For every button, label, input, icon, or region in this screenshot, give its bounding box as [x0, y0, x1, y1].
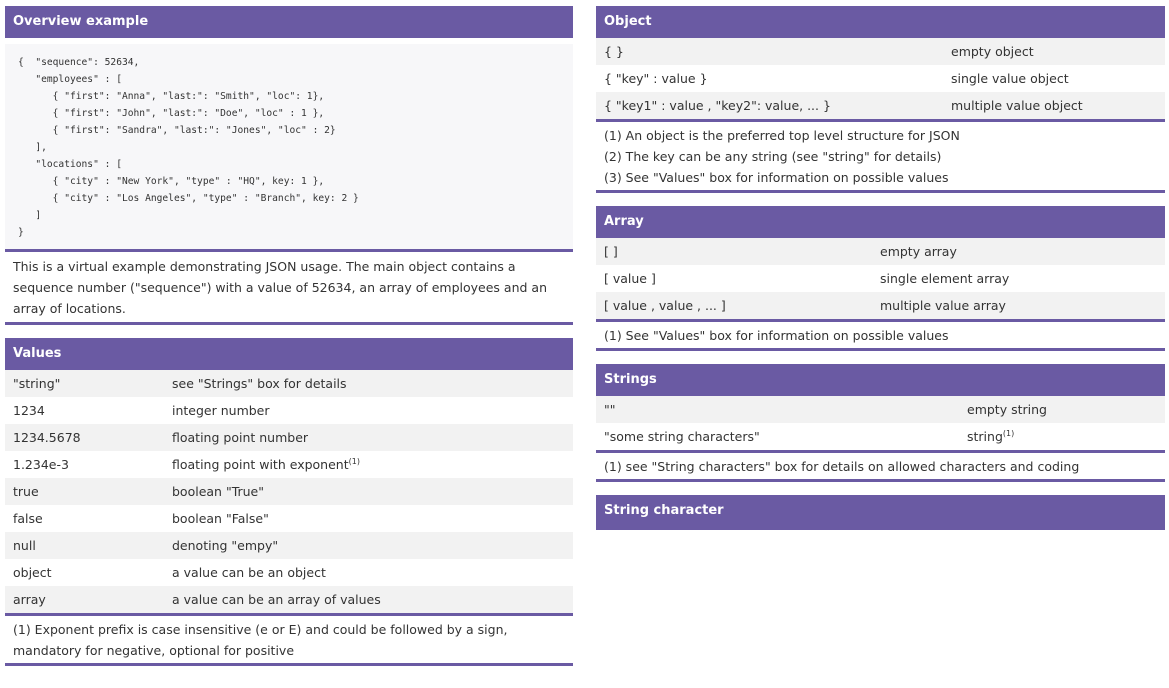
table-row [5, 586, 573, 613]
string-desc: empty string [967, 402, 1047, 417]
object-header: Object [596, 6, 1165, 38]
strings-header: Strings [596, 364, 1165, 396]
footnote: (1) An object is the preferred top level structure for JSON [604, 128, 960, 143]
array-term: [ value ] [604, 271, 656, 286]
string-term: "" [604, 402, 616, 417]
box-bottom-line [596, 190, 1165, 193]
value-term: true [13, 484, 39, 499]
value-term: array [13, 592, 46, 607]
box-bottom-line [5, 663, 573, 666]
value-desc: integer number [172, 403, 270, 418]
code-line: { "first": "John", "last:": "Doe", "loc" : 1 }, [18, 108, 325, 119]
values-notes [5, 616, 573, 663]
value-term: false [13, 511, 43, 526]
table-row [5, 397, 573, 424]
table-row [5, 559, 573, 586]
code-line: ] [18, 210, 42, 221]
value-desc-with-footnote [172, 457, 360, 472]
array-desc: single element array [880, 271, 1010, 286]
code-line: { "sequence": 52634, [18, 57, 140, 68]
values-header: Values [5, 338, 573, 370]
code-line: } [18, 227, 24, 238]
object-term: { "key" : value } [604, 71, 708, 86]
table-row [596, 265, 1165, 292]
value-term: object [13, 565, 52, 580]
string-desc-with-footnote [967, 429, 1014, 444]
footnote: (2) The key can be any string (see "string" for details) [604, 149, 942, 164]
code-line: "locations" : [ [18, 159, 122, 170]
value-desc: see "Strings" box for details [172, 376, 347, 391]
value-term: 1.234e-3 [13, 457, 69, 472]
table-row [5, 478, 573, 505]
table-row [5, 424, 573, 451]
code-line: { "first": "Sandra", "last:": "Jones", "loc" : 2} [18, 125, 336, 136]
table-row [5, 505, 573, 532]
object-term: { } [604, 44, 624, 59]
values-box [5, 338, 573, 666]
value-desc: boolean "False" [172, 511, 269, 526]
value-term: null [13, 538, 36, 553]
table-row [5, 532, 573, 559]
json-code-block [5, 44, 573, 249]
object-box [596, 6, 1165, 193]
footnote: (1) Exponent prefix is case insensitive (e or E) and could be followed by a sign, mandatory for negative, optional for positive [13, 622, 508, 658]
table-row [596, 65, 1165, 92]
object-term: { "key1" : value , "key2": value, ... } [604, 98, 831, 113]
code-line: "employees" : [ [18, 74, 122, 85]
box-bottom-line [596, 527, 1165, 530]
value-desc: floating point number [172, 430, 309, 445]
string-term: "some string characters" [604, 429, 760, 444]
table-row [596, 38, 1165, 65]
footnote-marker: (1) [1002, 428, 1015, 438]
box-bottom-line [5, 322, 573, 325]
table-row [596, 396, 1165, 423]
array-notes [596, 322, 1165, 348]
footnote: (1) See "Values" box for information on possible values [604, 328, 949, 343]
table-row [5, 370, 573, 397]
footnote: (3) See "Values" box for information on possible values [604, 170, 949, 185]
object-desc: empty object [951, 44, 1034, 59]
box-bottom-line [596, 348, 1165, 351]
value-desc: boolean "True" [172, 484, 264, 499]
strings-box [596, 364, 1165, 482]
value-desc: a value can be an object [172, 565, 326, 580]
strings-notes [596, 453, 1165, 479]
array-header: Array [596, 206, 1165, 238]
code-line: ], [18, 142, 47, 153]
array-term: [ value , value , ... ] [604, 298, 726, 313]
array-box [596, 206, 1165, 351]
footnote: (1) see "String characters" box for details on allowed characters and coding [604, 459, 1080, 474]
value-term: 1234 [13, 403, 45, 418]
value-desc: floating point with exponent [172, 457, 349, 472]
table-row [5, 451, 573, 478]
value-term: 1234.5678 [13, 430, 81, 445]
table-row [596, 92, 1165, 119]
footnote-marker: (1) [348, 456, 360, 466]
right-column [596, 6, 1165, 543]
string-desc: string [967, 429, 1003, 444]
left-column [5, 6, 573, 679]
overview-description: This is a virtual example demonstrating JSON usage. The main object contains a sequence number ("sequence") with a value of 52634, an array of employees and an array of locations. [13, 259, 547, 316]
code-line: { "city" : "New York", "type" : "HQ", key: 1 }, [18, 176, 325, 187]
string-character-header: String character [596, 495, 1165, 527]
object-desc: single value object [951, 71, 1069, 86]
overview-header: Overview example [5, 6, 573, 38]
table-row [596, 423, 1165, 450]
value-desc: denoting "empy" [172, 538, 279, 553]
array-desc: empty array [880, 244, 957, 259]
object-desc: multiple value object [951, 98, 1083, 113]
table-row [596, 238, 1165, 265]
table-row [596, 292, 1165, 319]
string-character-box [596, 495, 1165, 530]
object-notes [596, 122, 1165, 190]
box-bottom-line [596, 479, 1165, 482]
value-desc: a value can be an array of values [172, 592, 381, 607]
overview-box [5, 6, 573, 325]
value-term: "string" [13, 376, 61, 391]
array-desc: multiple value array [880, 298, 1006, 313]
array-term: [ ] [604, 244, 618, 259]
code-line: { "first": "Anna", "last:": "Smith", "loc": 1}, [18, 91, 325, 102]
code-line: { "city" : "Los Angeles", "type" : "Branch", key: 2 } [18, 193, 359, 204]
